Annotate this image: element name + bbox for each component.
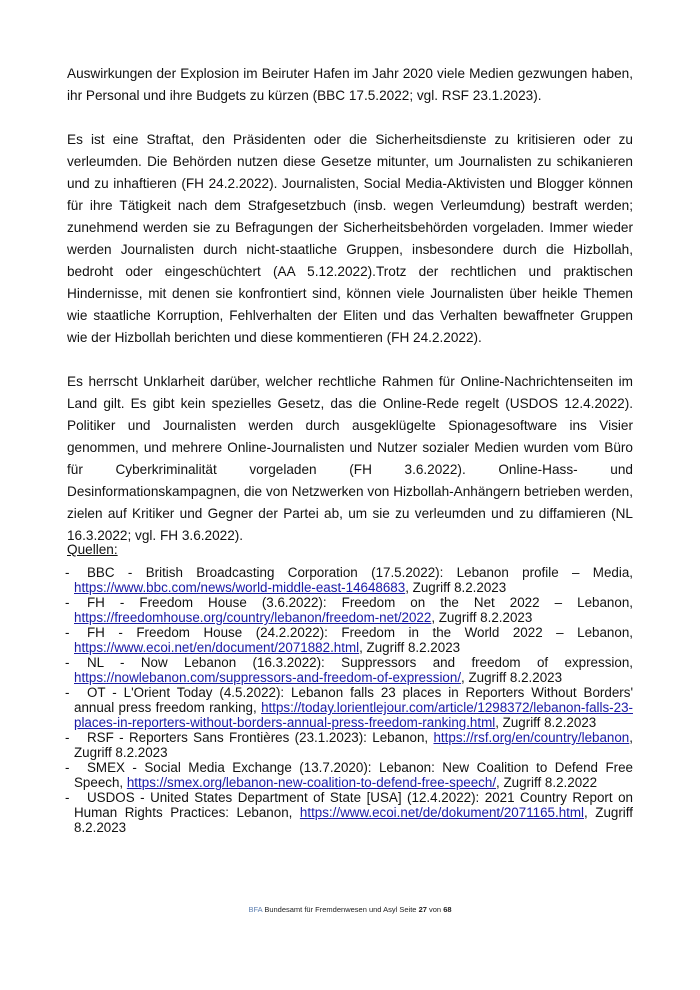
list-dash: -	[65, 595, 70, 610]
sources-list	[67, 565, 633, 835]
source-access: , Zugriff 8.2.2023	[495, 715, 597, 730]
source-text: NL - Now Lebanon (16.3.2022): Suppressors and freedom of expression,	[87, 655, 633, 670]
paragraph: Es ist eine Straftat, den Präsidenten oder die Sicherheitsdienste zu kritisieren oder zu verleumden. Die Behörden nutzen diese Gesetze mitunter, um Journalisten zu schikanieren und zu inhaftieren (FH 24.2.2022). Journalisten, Social Media-Aktivisten und Blogger können für ihre Tätigkeit nach dem Strafgesetzbuch (insb. wegen Verleumdung) bestraft werden; zunehmend werden sie zu Befragungen der Sicherheitsbehörden vorgeladen. Immer wieder werden Journalisten durch nicht-staatliche Gruppen, insbesondere durch die Hizbollah, bedroht oder eingeschüchtert (AA 5.12.2022).Trotz der rechtlichen und praktischen Hindernisse, mit denen sie konfrontiert sind, können viele Journalisten über heikle Themen wie staatliche Korruption, Fehlverhalten der Eliten und das Verhalten bewaffneter Gruppen wie der Hizbollah berichten und diese kommentieren (FH 24.2.2022).	[67, 132, 633, 345]
source-access: , Zugriff 8.2.2023	[74, 805, 633, 835]
source-link[interactable]: https://nowlebanon.com/suppressors-and-freedom-of-expression/	[74, 670, 462, 685]
source-item	[67, 565, 633, 595]
footer-org: Bundesamt für Fremdenwesen und Asyl Seite	[262, 905, 419, 914]
source-link[interactable]: https://today.lorientlejour.com/article/1298372/lebanon-falls-23-places-in-reporters-without-borders-annual-press-freedom-ranking.html	[74, 700, 633, 730]
source-item	[67, 685, 633, 730]
source-link[interactable]: https://rsf.org/en/country/lebanon	[433, 730, 630, 745]
page-footer	[0, 905, 700, 914]
source-text: RSF - Reporters Sans Frontières (23.1.2023): Lebanon,	[87, 730, 434, 745]
list-dash: -	[65, 565, 70, 580]
page-number: 27	[418, 905, 427, 914]
source-access: , Zugriff 8.2.2023	[405, 580, 507, 595]
body-text	[67, 63, 633, 569]
source-access: , Zugriff 8.2.2022	[496, 775, 598, 790]
list-dash: -	[65, 730, 70, 745]
source-access: , Zugriff 8.2.2023	[74, 730, 633, 760]
footer-of: von	[426, 905, 444, 914]
source-text: BBC - British Broadcasting Corporation (17.5.2022): Lebanon profile – Media,	[87, 565, 633, 580]
list-dash: -	[65, 655, 70, 670]
source-text: FH - Freedom House (24.2.2022): Freedom in the World 2022 – Lebanon,	[87, 625, 633, 640]
list-dash: -	[65, 685, 70, 700]
source-link[interactable]: https://www.ecoi.net/de/dokument/2071165.html	[299, 805, 585, 820]
source-access: , Zugriff 8.2.2023	[461, 670, 563, 685]
list-dash: -	[65, 790, 70, 805]
source-text: SMEX - Social Media Exchange (13.7.2020): Lebanon: New Coalition to Defend Free Speech,	[74, 760, 633, 790]
sources-heading: Quellen:	[67, 542, 118, 557]
page-total: 68	[443, 905, 452, 914]
list-dash: -	[65, 760, 70, 775]
paragraph: Auswirkungen der Explosion im Beiruter Hafen im Jahr 2020 viele Medien gezwungen haben, ihr Personal und ihre Budgets zu kürzen (BBC 17.5.2022; vgl. RSF 23.1.2023).	[67, 66, 633, 103]
source-text: OT - L'Orient Today (4.5.2022): Lebanon falls 23 places in Reporters Without Borders' annual press freedom ranking,	[74, 685, 633, 715]
source-item	[67, 760, 633, 790]
source-access: , Zugriff 8.2.2023	[359, 640, 461, 655]
source-item	[67, 595, 633, 625]
bfa-logo: BFA	[248, 905, 263, 914]
list-dash: -	[65, 625, 70, 640]
source-link[interactable]: https://www.bbc.com/news/world-middle-east-14648683	[74, 580, 406, 595]
source-link[interactable]: https://freedomhouse.org/country/lebanon/freedom-net/2022	[74, 610, 432, 625]
source-text: USDOS - United States Department of State [USA] (12.4.2022): 2021 Country Report on Human Rights Practices: Lebanon,	[74, 790, 633, 820]
source-access: , Zugriff 8.2.2023	[431, 610, 533, 625]
source-item	[67, 625, 633, 655]
source-text: FH - Freedom House (3.6.2022): Freedom on the Net 2022 – Lebanon,	[87, 595, 633, 610]
source-link[interactable]: https://smex.org/lebanon-new-coalition-to-defend-free-speech/	[126, 775, 497, 790]
source-link[interactable]: https://www.ecoi.net/en/document/2071882.html	[74, 640, 360, 655]
paragraph: Es herrscht Unklarheit darüber, welcher rechtliche Rahmen für Online-Nachrichtenseiten im Land gilt. Es gibt kein spezielles Gesetz, das die Online-Rede regelt (USDOS 12.4.2022). Politiker und Journalisten werden durch ausgeklügelte Spionagesoftware ins Visier genommen, und mehrere Online-Journalisten und Nutzer sozialer Medien wurden vom Büro für Cyberkriminalität vorgeladen (FH 3.6.2022). Online-Hass- und Desinformationskampagnen, die von Netzwerken von Hizbollah-Anhängern betrieben werden, zielen auf Kritiker und Gegner der Partei ab, um sie zu verleumden und zu diffamieren (NL 16.3.2022; vgl. FH 3.6.2022).	[67, 374, 633, 543]
source-item	[67, 790, 633, 835]
source-item	[67, 730, 633, 760]
source-item	[67, 655, 633, 685]
